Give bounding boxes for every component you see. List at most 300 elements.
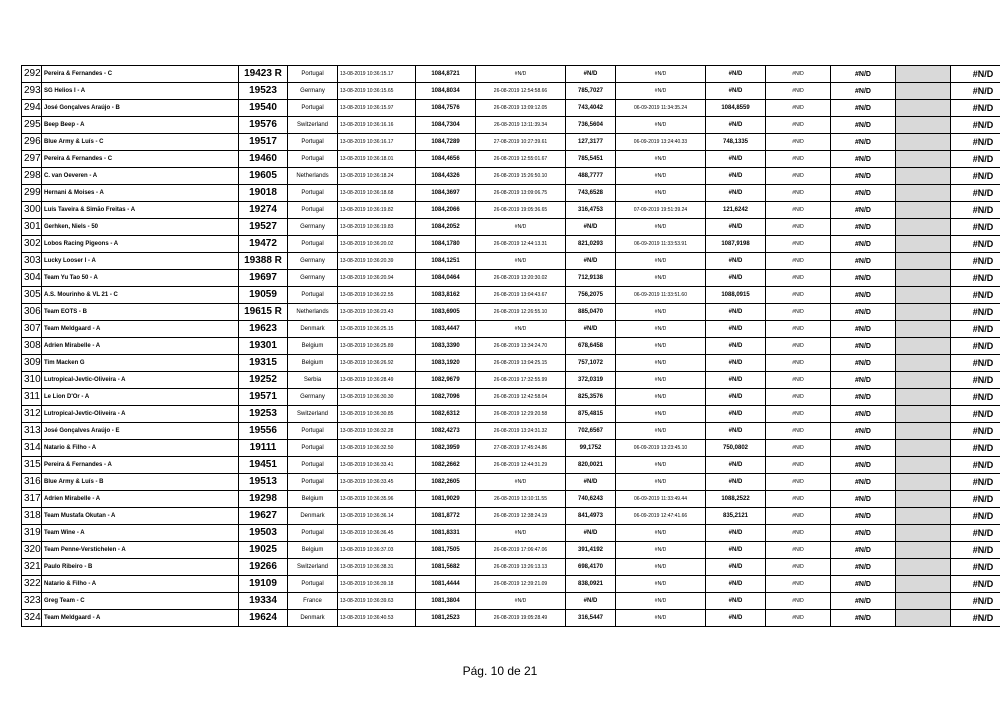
ring-number-cell: 19298 [239,491,288,508]
speed-2-cell: 127,3177 [566,134,616,151]
table-row [22,338,1000,355]
rank-cell: 310 [22,372,42,389]
release-time-cell: 13-08-2019 10:36:32.28 [338,423,416,440]
rank-cell: 295 [22,117,42,134]
team-name-cell: José Gonçalves Araújo - B [42,100,239,117]
country-cell: Switzerland [288,117,338,134]
speed-3-cell: 1087,9198 [706,236,766,253]
speed-2-cell: 875,4815 [566,406,616,423]
table-row [22,253,1000,270]
rank-cell: 318 [22,508,42,525]
rank-cell: 302 [22,236,42,253]
arrival-time-2-cell: #N/D [476,66,566,83]
country-cell: Portugal [288,66,338,83]
ring-number-cell: 19624 [239,610,288,627]
speed-4-cell: #N/D [831,423,896,440]
team-name-cell: Gerhken, Niels - 50 [42,219,239,236]
team-name-cell: Lucky Looser I - A [42,253,239,270]
team-name-cell: Pereira & Fernandes - A [42,457,239,474]
table-row [22,610,1000,627]
speed-3-cell: 750,0802 [706,440,766,457]
result-4-cell: #N/D [766,338,831,355]
ring-number-cell: 19423 R [239,66,288,83]
release-time-cell: 13-08-2019 10:36:15.65 [338,83,416,100]
country-cell: Denmark [288,321,338,338]
country-cell: Germany [288,253,338,270]
speed-3-cell: #N/D [706,304,766,321]
speed-2-cell: 372,0319 [566,372,616,389]
country-cell: Netherlands [288,168,338,185]
speed-3-cell: 1088,2522 [706,491,766,508]
speed-2-cell: 825,3576 [566,389,616,406]
speed-2-cell: 785,7027 [566,83,616,100]
speed-1-cell: 1082,4273 [416,423,476,440]
country-cell: Serbia [288,372,338,389]
result-4-cell: #N/D [766,355,831,372]
speed-3-cell: #N/D [706,457,766,474]
speed-4-cell: #N/D [831,593,896,610]
arrival-time-3-cell: 06-09-2019 13:24:40.33 [616,134,706,151]
arrival-time-3-cell: #N/D [616,304,706,321]
country-cell: Belgium [288,542,338,559]
team-name-cell: Team EOTS - B [42,304,239,321]
result-4-cell: #N/D [766,440,831,457]
release-time-cell: 13-08-2019 10:36:28.49 [338,372,416,389]
arrival-time-3-cell: #N/D [616,423,706,440]
arrival-time-3-cell: #N/D [616,185,706,202]
speed-1-cell: 1082,2605 [416,474,476,491]
arrival-time-3-cell: #N/D [616,457,706,474]
country-cell: Germany [288,389,338,406]
speed-4-cell: #N/D [831,270,896,287]
release-time-cell: 13-08-2019 10:36:18.01 [338,151,416,168]
team-name-cell: Team Yu Tao 50 - A [42,270,239,287]
rank-cell: 320 [22,542,42,559]
speed-1-cell: 1083,1920 [416,355,476,372]
team-name-cell: Adrien Mirabelle - A [42,491,239,508]
speed-2-cell: 736,5604 [566,117,616,134]
speed-3-cell: 121,6242 [706,202,766,219]
rank-cell: 322 [22,576,42,593]
blank-cell [896,559,951,576]
team-name-cell: Pereira & Fernandes - C [42,151,239,168]
speed-3-cell: 1084,8559 [706,100,766,117]
speed-4-cell: #N/D [831,355,896,372]
country-cell: Portugal [288,134,338,151]
country-cell: Portugal [288,185,338,202]
speed-2-cell: 838,0921 [566,576,616,593]
rank-cell: 304 [22,270,42,287]
release-time-cell: 13-08-2019 10:36:30.30 [338,389,416,406]
arrival-time-2-cell: 26-08-2019 13:26:13.13 [476,559,566,576]
arrival-time-3-cell: #N/D [616,559,706,576]
arrival-time-3-cell: #N/D [616,338,706,355]
speed-1-cell: 1081,8772 [416,508,476,525]
result-4-cell: #N/D [766,185,831,202]
final-result-cell: #N/D [951,219,1000,236]
table-row [22,168,1000,185]
speed-4-cell: #N/D [831,508,896,525]
table-row [22,304,1000,321]
table-row [22,508,1000,525]
speed-1-cell: 1082,7096 [416,389,476,406]
arrival-time-2-cell: 26-08-2019 19:05:28.49 [476,610,566,627]
arrival-time-2-cell: 27-08-2019 17:45:24.86 [476,440,566,457]
arrival-time-3-cell: #N/D [616,593,706,610]
team-name-cell: Le Lion D'Or - A [42,389,239,406]
rank-cell: 300 [22,202,42,219]
final-result-cell: #N/D [951,168,1000,185]
speed-1-cell: 1084,2066 [416,202,476,219]
speed-2-cell: 678,6458 [566,338,616,355]
rank-cell: 301 [22,219,42,236]
speed-3-cell: #N/D [706,151,766,168]
country-cell: Germany [288,270,338,287]
speed-4-cell: #N/D [831,100,896,117]
country-cell: Portugal [288,440,338,457]
result-4-cell: #N/D [766,457,831,474]
country-cell: Netherlands [288,304,338,321]
result-4-cell: #N/D [766,117,831,134]
table-body [22,66,1000,627]
rank-cell: 316 [22,474,42,491]
ring-number-cell: 19315 [239,355,288,372]
speed-1-cell: 1084,4656 [416,151,476,168]
team-name-cell: Lutropical-Jevtic-Oliveira - A [42,406,239,423]
release-time-cell: 13-08-2019 10:36:16.16 [338,117,416,134]
arrival-time-2-cell: #N/D [476,593,566,610]
rank-cell: 314 [22,440,42,457]
speed-1-cell: 1084,4326 [416,168,476,185]
speed-2-cell: #N/D [566,253,616,270]
speed-1-cell: 1083,8162 [416,287,476,304]
release-time-cell: 13-08-2019 10:36:39.63 [338,593,416,610]
blank-cell [896,610,951,627]
speed-4-cell: #N/D [831,491,896,508]
country-cell: Germany [288,219,338,236]
final-result-cell: #N/D [951,83,1000,100]
blank-cell [896,168,951,185]
team-name-cell: Blue Army & Luís - B [42,474,239,491]
speed-3-cell: #N/D [706,372,766,389]
ring-number-cell: 19503 [239,525,288,542]
team-name-cell: Blue Army & Luís - C [42,134,239,151]
arrival-time-3-cell: #N/D [616,525,706,542]
speed-1-cell: 1081,5682 [416,559,476,576]
final-result-cell: #N/D [951,406,1000,423]
final-result-cell: #N/D [951,117,1000,134]
arrival-time-2-cell: 26-08-2019 13:04:43.67 [476,287,566,304]
release-time-cell: 13-08-2019 10:36:19.82 [338,202,416,219]
speed-2-cell: #N/D [566,321,616,338]
speed-1-cell: 1082,9679 [416,372,476,389]
rank-cell: 296 [22,134,42,151]
table-row [22,287,1000,304]
speed-1-cell: 1084,2052 [416,219,476,236]
arrival-time-2-cell: #N/D [476,474,566,491]
team-name-cell: José Gonçalves Araújo - E [42,423,239,440]
blank-cell [896,66,951,83]
rank-cell: 293 [22,83,42,100]
country-cell: Portugal [288,236,338,253]
speed-1-cell: 1081,9029 [416,491,476,508]
release-time-cell: 13-08-2019 10:36:40.53 [338,610,416,627]
speed-1-cell: 1084,8034 [416,83,476,100]
rank-cell: 298 [22,168,42,185]
blank-cell [896,406,951,423]
result-4-cell: #N/D [766,372,831,389]
ring-number-cell: 19517 [239,134,288,151]
arrival-time-2-cell: 26-08-2019 12:55:01.67 [476,151,566,168]
blank-cell [896,491,951,508]
speed-1-cell: 1082,3959 [416,440,476,457]
arrival-time-3-cell: #N/D [616,321,706,338]
speed-3-cell: #N/D [706,542,766,559]
ring-number-cell: 19615 R [239,304,288,321]
team-name-cell: Tim Macken G [42,355,239,372]
speed-3-cell: #N/D [706,185,766,202]
release-time-cell: 13-08-2019 10:36:36.14 [338,508,416,525]
speed-3-cell: #N/D [706,253,766,270]
speed-3-cell: #N/D [706,338,766,355]
team-name-cell: Team Meldgaard - A [42,610,239,627]
release-time-cell: 13-08-2019 10:36:15.17 [338,66,416,83]
speed-4-cell: #N/D [831,474,896,491]
table-row [22,321,1000,338]
blank-cell [896,372,951,389]
speed-2-cell: #N/D [566,593,616,610]
table-row [22,66,1000,83]
speed-2-cell: 757,1072 [566,355,616,372]
speed-4-cell: #N/D [831,440,896,457]
result-4-cell: #N/D [766,576,831,593]
team-name-cell: Natario & Filho - A [42,576,239,593]
release-time-cell: 13-08-2019 10:36:20.94 [338,270,416,287]
release-time-cell: 13-08-2019 10:36:22.55 [338,287,416,304]
final-result-cell: #N/D [951,491,1000,508]
speed-4-cell: #N/D [831,202,896,219]
speed-3-cell: #N/D [706,66,766,83]
speed-3-cell: #N/D [706,389,766,406]
speed-3-cell: #N/D [706,593,766,610]
speed-2-cell: 99,1752 [566,440,616,457]
arrival-time-3-cell: #N/D [616,474,706,491]
page-number: Pág. 10 de 21 [462,664,538,678]
final-result-cell: #N/D [951,66,1000,83]
speed-1-cell: 1081,4444 [416,576,476,593]
team-name-cell: Luís Taveira & Simão Freitas - A [42,202,239,219]
ring-number-cell: 19253 [239,406,288,423]
country-cell: Portugal [288,151,338,168]
country-cell: Portugal [288,576,338,593]
blank-cell [896,134,951,151]
final-result-cell: #N/D [951,423,1000,440]
ring-number-cell: 19623 [239,321,288,338]
result-4-cell: #N/D [766,100,831,117]
arrival-time-2-cell: 26-08-2019 12:38:24.19 [476,508,566,525]
country-cell: Portugal [288,202,338,219]
speed-3-cell: 748,1335 [706,134,766,151]
speed-1-cell: 1084,7576 [416,100,476,117]
release-time-cell: 13-08-2019 10:36:32.50 [338,440,416,457]
speed-1-cell: 1083,3390 [416,338,476,355]
speed-2-cell: 316,4753 [566,202,616,219]
arrival-time-3-cell: 06-09-2019 13:23:45.10 [616,440,706,457]
team-name-cell: C. van Oeveren - A [42,168,239,185]
blank-cell [896,219,951,236]
ring-number-cell: 19540 [239,100,288,117]
speed-1-cell: 1082,6312 [416,406,476,423]
release-time-cell: 13-08-2019 10:36:26.92 [338,355,416,372]
ring-number-cell: 19571 [239,389,288,406]
result-4-cell: #N/D [766,270,831,287]
team-name-cell: Team Mustafa Okutan - A [42,508,239,525]
arrival-time-2-cell: #N/D [476,253,566,270]
country-cell: Denmark [288,508,338,525]
speed-3-cell: #N/D [706,321,766,338]
arrival-time-2-cell: 26-08-2019 13:11:39.34 [476,117,566,134]
speed-4-cell: #N/D [831,576,896,593]
speed-3-cell: 1088,0915 [706,287,766,304]
final-result-cell: #N/D [951,253,1000,270]
ring-number-cell: 19460 [239,151,288,168]
blank-cell [896,576,951,593]
table-row [22,457,1000,474]
speed-4-cell: #N/D [831,236,896,253]
result-4-cell: #N/D [766,202,831,219]
final-result-cell: #N/D [951,321,1000,338]
ring-number-cell: 19252 [239,372,288,389]
ring-number-cell: 19527 [239,219,288,236]
speed-2-cell: 488,7777 [566,168,616,185]
team-name-cell: Adrien Mirabelle - A [42,338,239,355]
ring-number-cell: 19388 R [239,253,288,270]
country-cell: Portugal [288,100,338,117]
speed-2-cell: 698,4170 [566,559,616,576]
result-4-cell: #N/D [766,423,831,440]
result-4-cell: #N/D [766,236,831,253]
country-cell: France [288,593,338,610]
rank-cell: 312 [22,406,42,423]
blank-cell [896,202,951,219]
speed-2-cell: 712,9138 [566,270,616,287]
speed-4-cell: #N/D [831,304,896,321]
table-row [22,202,1000,219]
result-4-cell: #N/D [766,321,831,338]
speed-1-cell: 1082,2662 [416,457,476,474]
result-4-cell: #N/D [766,491,831,508]
speed-4-cell: #N/D [831,338,896,355]
team-name-cell: Team Meldgaard - A [42,321,239,338]
rank-cell: 306 [22,304,42,321]
speed-2-cell: 391,4192 [566,542,616,559]
arrival-time-2-cell: 26-08-2019 13:24:31.32 [476,423,566,440]
final-result-cell: #N/D [951,372,1000,389]
ring-number-cell: 19334 [239,593,288,610]
speed-4-cell: #N/D [831,66,896,83]
country-cell: Denmark [288,610,338,627]
arrival-time-2-cell: #N/D [476,219,566,236]
final-result-cell: #N/D [951,304,1000,321]
team-name-cell: SG Helios I - A [42,83,239,100]
arrival-time-3-cell: #N/D [616,253,706,270]
speed-3-cell: #N/D [706,270,766,287]
country-cell: Switzerland [288,559,338,576]
speed-2-cell: 885,0470 [566,304,616,321]
final-result-cell: #N/D [951,185,1000,202]
ring-number-cell: 19025 [239,542,288,559]
speed-2-cell: #N/D [566,66,616,83]
speed-4-cell: #N/D [831,321,896,338]
blank-cell [896,457,951,474]
speed-3-cell: #N/D [706,559,766,576]
release-time-cell: 13-08-2019 10:36:18.24 [338,168,416,185]
arrival-time-3-cell: #N/D [616,168,706,185]
speed-4-cell: #N/D [831,185,896,202]
ring-number-cell: 19109 [239,576,288,593]
blank-cell [896,355,951,372]
release-time-cell: 13-08-2019 10:36:25.89 [338,338,416,355]
speed-1-cell: 1081,3804 [416,593,476,610]
speed-3-cell: #N/D [706,406,766,423]
arrival-time-2-cell: 26-08-2019 13:09:06.75 [476,185,566,202]
arrival-time-2-cell: 26-08-2019 12:39:21.09 [476,576,566,593]
result-4-cell: #N/D [766,66,831,83]
arrival-time-3-cell: #N/D [616,151,706,168]
arrival-time-3-cell: #N/D [616,83,706,100]
speed-1-cell: 1084,3697 [416,185,476,202]
country-cell: Portugal [288,457,338,474]
table-row [22,542,1000,559]
blank-cell [896,542,951,559]
blank-cell [896,83,951,100]
table-row [22,576,1000,593]
speed-4-cell: #N/D [831,457,896,474]
release-time-cell: 13-08-2019 10:36:25.15 [338,321,416,338]
rank-cell: 297 [22,151,42,168]
final-result-cell: #N/D [951,355,1000,372]
team-name-cell: Team Wine - A [42,525,239,542]
team-name-cell: Pereira & Fernandes - C [42,66,239,83]
blank-cell [896,440,951,457]
results-table [21,65,1000,627]
ring-number-cell: 19556 [239,423,288,440]
final-result-cell: #N/D [951,270,1000,287]
speed-3-cell: #N/D [706,423,766,440]
team-name-cell: Natario & Filho - A [42,440,239,457]
release-time-cell: 13-08-2019 10:36:33.45 [338,474,416,491]
table-row [22,406,1000,423]
ring-number-cell: 19274 [239,202,288,219]
speed-2-cell: 756,2075 [566,287,616,304]
speed-4-cell: #N/D [831,168,896,185]
blank-cell [896,338,951,355]
result-4-cell: #N/D [766,525,831,542]
final-result-cell: #N/D [951,542,1000,559]
speed-3-cell: #N/D [706,117,766,134]
result-4-cell: #N/D [766,287,831,304]
country-cell: Portugal [288,287,338,304]
speed-1-cell: 1081,7505 [416,542,476,559]
speed-1-cell: 1084,0464 [416,270,476,287]
result-4-cell: #N/D [766,542,831,559]
speed-2-cell: 821,0293 [566,236,616,253]
blank-cell [896,100,951,117]
result-4-cell: #N/D [766,406,831,423]
ring-number-cell: 19266 [239,559,288,576]
arrival-time-2-cell: #N/D [476,525,566,542]
blank-cell [896,474,951,491]
